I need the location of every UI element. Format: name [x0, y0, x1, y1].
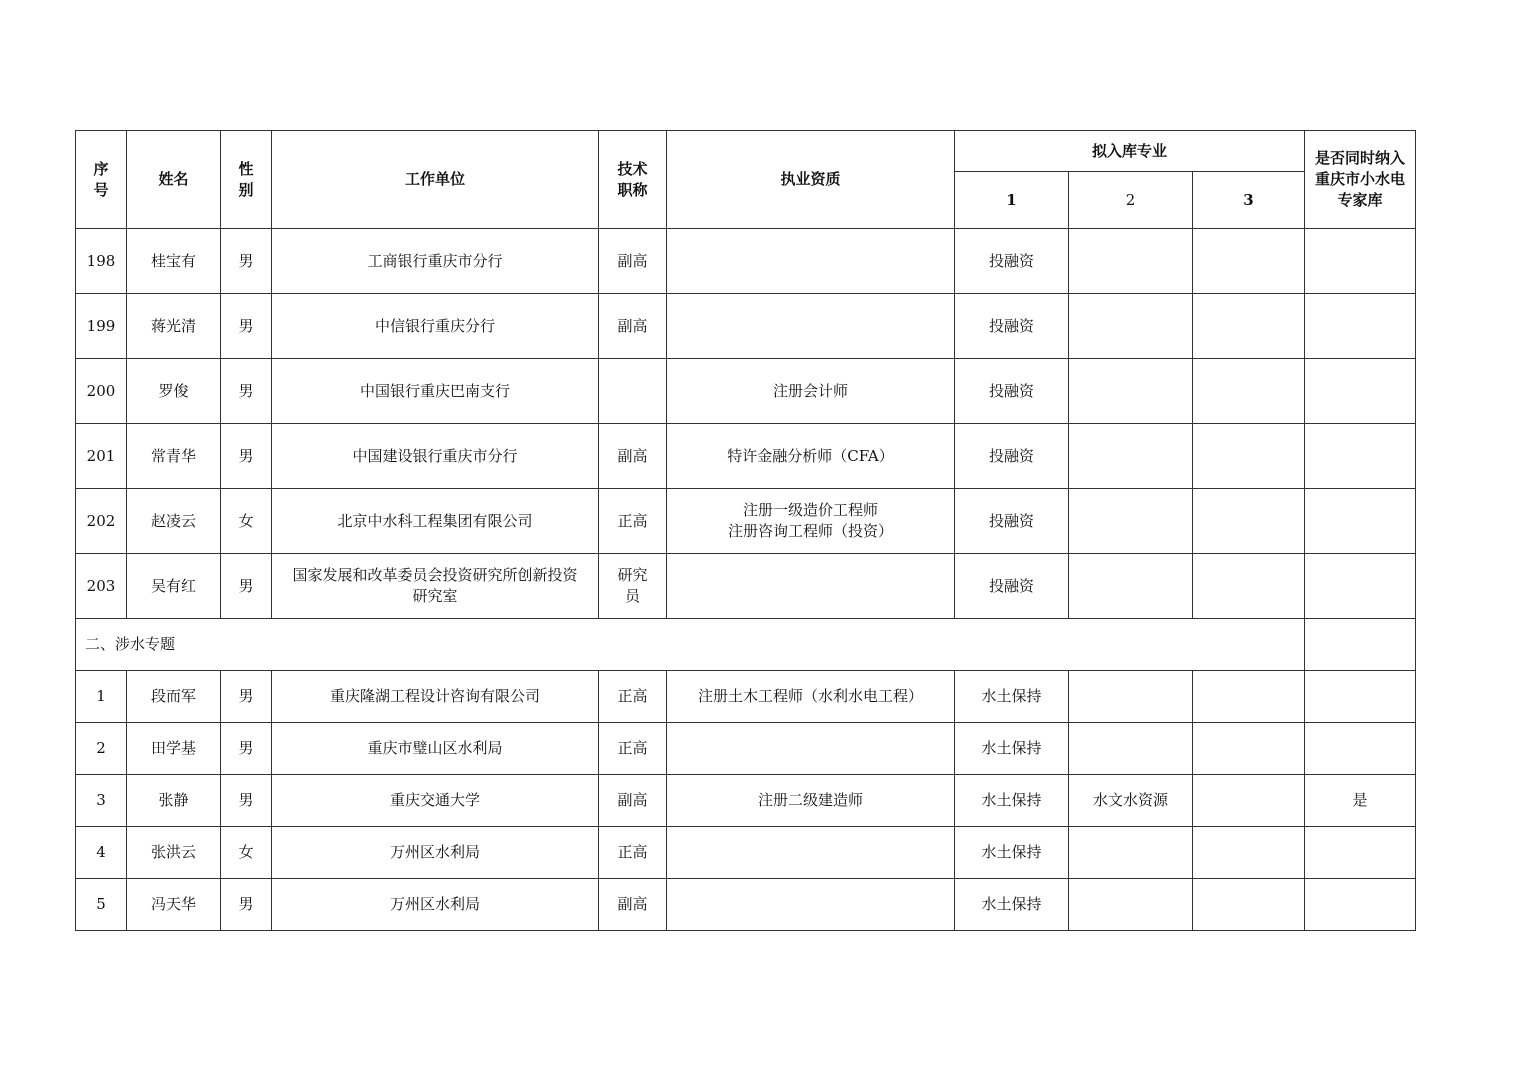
cell-title: 正高 [599, 489, 667, 554]
cell-spec-3 [1193, 671, 1305, 723]
cell-spec-3 [1193, 294, 1305, 359]
section-hydropower-cell [1305, 619, 1416, 671]
cell-title: 副高 [599, 879, 667, 931]
header-qualification: 执业资质 [667, 131, 955, 229]
table-row [76, 424, 1416, 489]
cell-title: 正高 [599, 827, 667, 879]
cell-spec-1: 投融资 [955, 229, 1069, 294]
table-row [76, 489, 1416, 554]
cell-spec-1: 水土保持 [955, 827, 1069, 879]
header-spec-2: 2 [1069, 172, 1193, 229]
table-row [76, 554, 1416, 619]
cell-title: 副高 [599, 229, 667, 294]
cell-spec-2 [1069, 554, 1193, 619]
header-name: 姓名 [127, 131, 221, 229]
cell-qualification [667, 229, 955, 294]
cell-title [599, 359, 667, 424]
cell-title: 副高 [599, 424, 667, 489]
cell-title: 正高 [599, 671, 667, 723]
cell-spec-2 [1069, 359, 1193, 424]
cell-hydropower [1305, 229, 1416, 294]
cell-unit: 万州区水利局 [272, 827, 599, 879]
cell-qualification: 注册会计师 [667, 359, 955, 424]
cell-unit: 重庆市璧山区水利局 [272, 723, 599, 775]
header-seq: 序号 [76, 131, 127, 229]
table-row [76, 827, 1416, 879]
cell-unit: 中国银行重庆巴南支行 [272, 359, 599, 424]
cell-qualification: 特许金融分析师（CFA） [667, 424, 955, 489]
cell-hydropower [1305, 294, 1416, 359]
cell-spec-1: 水土保持 [955, 775, 1069, 827]
cell-seq: 5 [76, 879, 127, 931]
cell-gender: 男 [221, 775, 272, 827]
cell-spec-2 [1069, 827, 1193, 879]
header-spec-1: 1 [955, 172, 1069, 229]
cell-qualification [667, 294, 955, 359]
cell-unit: 重庆隆湖工程设计咨询有限公司 [272, 671, 599, 723]
cell-qualification [667, 827, 955, 879]
cell-spec-2 [1069, 424, 1193, 489]
cell-hydropower [1305, 359, 1416, 424]
cell-seq: 203 [76, 554, 127, 619]
cell-gender: 男 [221, 554, 272, 619]
header-specialty-group: 拟入库专业 [955, 131, 1305, 172]
cell-spec-1: 投融资 [955, 554, 1069, 619]
header-hydropower: 是否同时纳入重庆市小水电专家库 [1305, 131, 1416, 229]
cell-unit: 北京中水科工程集团有限公司 [272, 489, 599, 554]
expert-list-table [75, 130, 1416, 931]
cell-name: 赵凌云 [127, 489, 221, 554]
table-row [76, 229, 1416, 294]
cell-seq: 202 [76, 489, 127, 554]
cell-hydropower [1305, 424, 1416, 489]
cell-spec-3 [1193, 554, 1305, 619]
cell-hydropower [1305, 723, 1416, 775]
cell-spec-3 [1193, 424, 1305, 489]
qualification-line-2: 注册咨询工程师（投资） [727, 522, 893, 540]
cell-unit: 工商银行重庆市分行 [272, 229, 599, 294]
cell-seq: 200 [76, 359, 127, 424]
table-header [76, 131, 1416, 229]
cell-name: 蒋光清 [127, 294, 221, 359]
cell-spec-2 [1069, 489, 1193, 554]
table-row [76, 879, 1416, 931]
cell-spec-3 [1193, 229, 1305, 294]
cell-seq: 3 [76, 775, 127, 827]
cell-name: 常青华 [127, 424, 221, 489]
cell-name: 冯天华 [127, 879, 221, 931]
cell-seq: 201 [76, 424, 127, 489]
cell-spec-1: 投融资 [955, 424, 1069, 489]
table-row [76, 294, 1416, 359]
cell-unit: 中国建设银行重庆市分行 [272, 424, 599, 489]
cell-gender: 女 [221, 827, 272, 879]
cell-name: 吴有红 [127, 554, 221, 619]
table-row [76, 671, 1416, 723]
cell-spec-3 [1193, 879, 1305, 931]
table-body [76, 229, 1416, 931]
table-row [76, 359, 1416, 424]
cell-gender: 男 [221, 879, 272, 931]
cell-name: 罗俊 [127, 359, 221, 424]
header-gender: 性别 [221, 131, 272, 229]
cell-hydropower [1305, 879, 1416, 931]
cell-title: 副高 [599, 775, 667, 827]
header-unit: 工作单位 [272, 131, 599, 229]
cell-name: 田学基 [127, 723, 221, 775]
cell-title: 正高 [599, 723, 667, 775]
cell-seq: 4 [76, 827, 127, 879]
cell-qualification: 注册二级建造师 [667, 775, 955, 827]
cell-qualification [667, 723, 955, 775]
cell-hydropower [1305, 671, 1416, 723]
cell-spec-1: 水土保持 [955, 723, 1069, 775]
table-row [76, 723, 1416, 775]
cell-spec-3 [1193, 359, 1305, 424]
cell-qualification [667, 554, 955, 619]
cell-title: 研究员 [599, 554, 667, 619]
cell-seq: 199 [76, 294, 127, 359]
cell-seq: 198 [76, 229, 127, 294]
cell-spec-1: 投融资 [955, 489, 1069, 554]
cell-unit: 重庆交通大学 [272, 775, 599, 827]
cell-unit: 国家发展和改革委员会投资研究所创新投资研究室 [272, 554, 599, 619]
header-spec-3: 3 [1193, 172, 1305, 229]
cell-spec-2 [1069, 723, 1193, 775]
cell-hydropower [1305, 554, 1416, 619]
header-title: 技术职称 [599, 131, 667, 229]
cell-gender: 男 [221, 294, 272, 359]
cell-spec-2 [1069, 671, 1193, 723]
cell-gender: 女 [221, 489, 272, 554]
cell-qualification [667, 489, 955, 554]
cell-gender: 男 [221, 424, 272, 489]
cell-spec-2 [1069, 294, 1193, 359]
table-row [76, 775, 1416, 827]
cell-hydropower [1305, 489, 1416, 554]
cell-spec-1: 水土保持 [955, 671, 1069, 723]
cell-gender: 男 [221, 723, 272, 775]
cell-seq: 1 [76, 671, 127, 723]
cell-spec-3 [1193, 775, 1305, 827]
cell-gender: 男 [221, 359, 272, 424]
section-row [76, 619, 1416, 671]
cell-hydropower [1305, 827, 1416, 879]
cell-name: 张洪云 [127, 827, 221, 879]
cell-spec-3 [1193, 827, 1305, 879]
cell-unit: 万州区水利局 [272, 879, 599, 931]
section-title: 二、涉水专题 [76, 619, 1305, 671]
cell-name: 桂宝有 [127, 229, 221, 294]
cell-gender: 男 [221, 229, 272, 294]
qualification-line-1: 注册一级造价工程师 [742, 501, 878, 519]
cell-name: 张静 [127, 775, 221, 827]
cell-spec-3 [1193, 489, 1305, 554]
cell-spec-2: 水文水资源 [1069, 775, 1193, 827]
cell-unit: 中信银行重庆分行 [272, 294, 599, 359]
cell-name: 段而军 [127, 671, 221, 723]
cell-gender: 男 [221, 671, 272, 723]
cell-spec-1: 投融资 [955, 294, 1069, 359]
cell-hydropower: 是 [1305, 775, 1416, 827]
cell-spec-2 [1069, 229, 1193, 294]
cell-spec-2 [1069, 879, 1193, 931]
cell-title: 副高 [599, 294, 667, 359]
cell-seq: 2 [76, 723, 127, 775]
cell-qualification [667, 879, 955, 931]
cell-spec-1: 水土保持 [955, 879, 1069, 931]
cell-qualification: 注册土木工程师（水利水电工程） [667, 671, 955, 723]
cell-spec-1: 投融资 [955, 359, 1069, 424]
cell-spec-3 [1193, 723, 1305, 775]
